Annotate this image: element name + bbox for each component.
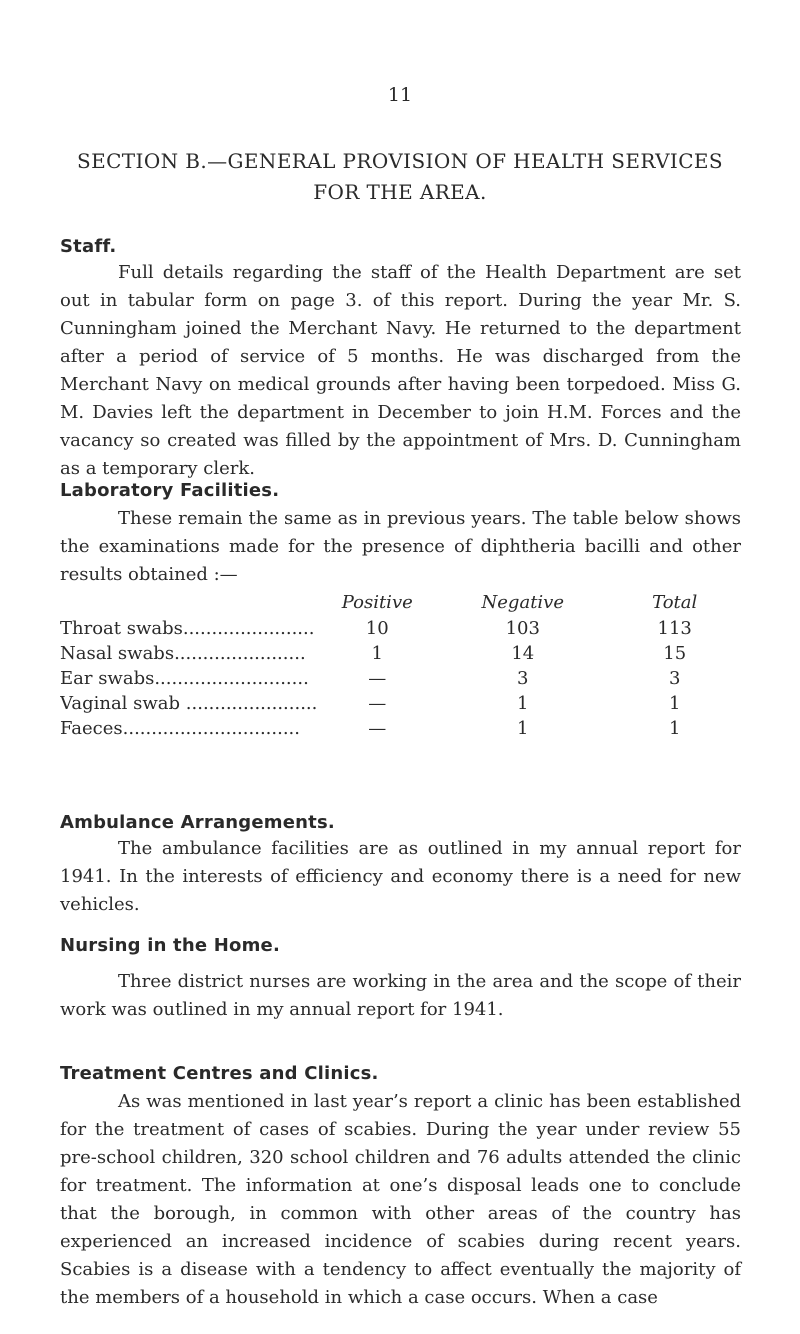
total-cell: 3 xyxy=(668,668,681,689)
total-cell: 113 xyxy=(657,618,692,639)
nursing-paragraph: Three district nurses are working in the area and the scope of their work was outlined in my annual report for 1941. xyxy=(60,971,741,1020)
nursing-heading: Nursing in the Home. xyxy=(60,935,280,956)
section-title-line-1: SECTION B.—GENERAL PROVISION OF HEALTH SERVICES xyxy=(76,149,724,173)
total-cell: 15 xyxy=(663,643,687,664)
negative-cell: 103 xyxy=(505,618,540,639)
positive-cell: — xyxy=(368,718,387,739)
negative-cell: 3 xyxy=(517,668,529,689)
staff-paragraph: Full details regarding the staff of the Health Department are set out in tabular form on page 3. of this report. During the year Mr. S. Cunningham joined the Merchant Navy. He returned to the department after a period of service of 5 months. He was discharged from the Merchant Navy on medical grounds after having been torpedoed. Miss G. M. Davies left the department in December to join H.M. Forces and the vacancy so created was filled by the appointment of Mrs. D. Cunningham as a temporary clerk. xyxy=(60,262,741,479)
treatment-paragraph: As was mentioned in last year’s report a clinic has been established for the treatment of cases of scabies. During the year under review 55 pre-school children, 320 school children and 76 adults attended the clinic for treatment. The information at one’s disposal leads one to conclude that the borough, in common with other areas of the country has experienced an increased incidence of scabies during recent years. Scabies is a disease with a tendency to affect eventually the majority of the members of a household in which a case occurs. When a case xyxy=(60,1091,741,1308)
negative-cell: 14 xyxy=(511,643,535,664)
column-header-negative: Negative xyxy=(481,591,564,613)
total-cell: 1 xyxy=(668,718,681,739)
ambulance-paragraph: The ambulance facilities are as outlined in my annual report for 1941. In the interests of efficiency and economy there is a need for new vehicles. xyxy=(60,838,741,915)
row-label: Throat swabs....................... xyxy=(60,618,315,639)
positive-cell: 1 xyxy=(371,643,383,664)
row-label: Nasal swabs....................... xyxy=(60,643,306,664)
section-title xyxy=(60,146,740,208)
row-label: Vaginal swab ....................... xyxy=(60,693,318,714)
positive-cell: — xyxy=(368,693,387,714)
table-header-blank xyxy=(60,588,317,616)
table-row xyxy=(60,691,741,716)
laboratory-results-table xyxy=(60,588,741,741)
row-label: Faeces............................... xyxy=(60,718,300,739)
column-header-total: Total xyxy=(652,591,698,613)
treatment-heading: Treatment Centres and Clinics. xyxy=(60,1063,379,1084)
table-row xyxy=(60,666,741,691)
negative-cell: 1 xyxy=(517,693,529,714)
positive-cell: 10 xyxy=(365,618,389,639)
row-label: Ear swabs........................... xyxy=(60,668,309,689)
section-title-line-2: FOR THE AREA. xyxy=(313,180,487,204)
table-row xyxy=(60,641,741,666)
column-header-positive: Positive xyxy=(341,591,413,613)
negative-cell: 1 xyxy=(517,718,529,739)
positive-cell: — xyxy=(368,668,387,689)
table-row xyxy=(60,616,741,641)
laboratory-heading: Laboratory Facilities. xyxy=(60,480,280,501)
table-row xyxy=(60,716,741,741)
total-cell: 1 xyxy=(668,693,681,714)
laboratory-paragraph: These remain the same as in previous years. The table below shows the examinations made for the presence of diphtheria bacilli and other results obtained :— xyxy=(60,508,741,585)
staff-heading: Staff. xyxy=(60,236,117,257)
table-header-row xyxy=(60,588,741,616)
page-number: 11 xyxy=(387,84,413,106)
ambulance-heading: Ambulance Arrangements. xyxy=(60,812,335,833)
